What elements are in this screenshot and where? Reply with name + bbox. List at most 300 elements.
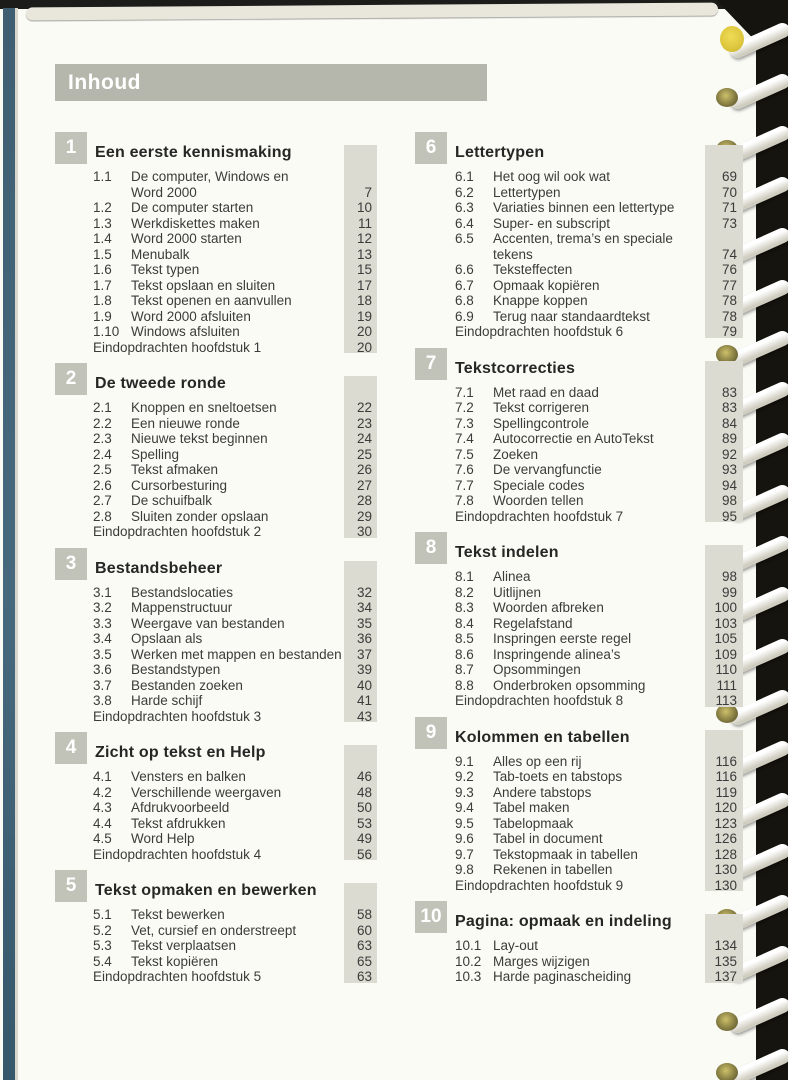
toc-entry (455, 785, 743, 801)
chapter-title: Zicht op tekst en Help (95, 744, 266, 761)
chapter-title: Lettertypen (455, 144, 545, 161)
entry-label: Bestanden zoeken (131, 677, 243, 693)
entry-number: 8.4 (455, 615, 474, 631)
chapter-header (415, 901, 743, 933)
toc-entry (455, 816, 743, 832)
entry-label: Tekst bewerken (131, 907, 225, 922)
entry-number: 9.5 (455, 815, 474, 831)
entry-number: 1.3 (93, 215, 112, 231)
entry-number: 6.5 (455, 231, 474, 246)
entry-number: 4.1 (93, 769, 112, 784)
toc-entry (455, 262, 743, 278)
entry-number: 9.6 (455, 831, 474, 846)
toc-entry (455, 431, 743, 447)
entry-page: 56 (356, 846, 372, 862)
entry-label: Tekst opslaan en sluiten (131, 277, 276, 293)
chapter-number-badge: 8 (415, 532, 447, 564)
entry-label: Windows afsluiten (131, 324, 240, 339)
chapter-title: Kolommen en tabellen (455, 728, 630, 746)
entry-page: 99 (721, 584, 737, 600)
entry-number: 2.6 (93, 477, 112, 493)
toc-entry (93, 262, 377, 278)
toc-entry (455, 462, 743, 478)
entry-page: 36 (356, 631, 372, 646)
entry-label: Uitlijnen (493, 584, 542, 600)
entry-label: Autocorrectie en AutoTekst (493, 431, 654, 446)
toc-entry-list (455, 569, 743, 709)
toc-entry (455, 293, 743, 309)
entry-number: 10.1 (455, 938, 482, 953)
entry-label: Woorden tellen (493, 493, 584, 508)
entry-number: 3.5 (93, 646, 112, 662)
toc-entry (455, 493, 743, 509)
entry-label: Weergave van bestanden (131, 615, 285, 631)
toc-entry (455, 447, 743, 463)
entry-page: 119 (715, 784, 737, 800)
entry-label: Word 2000 afsluiten (131, 308, 251, 324)
entry-page: 35 (356, 615, 372, 631)
toc-entry (93, 831, 377, 847)
entry-number: 2.1 (93, 400, 112, 415)
toc-entry (93, 785, 377, 801)
toc-entry (455, 938, 743, 954)
entry-label: De schuifbalk (131, 493, 213, 508)
chapter-title: Tekstcorrecties (455, 359, 576, 377)
entry-page: 83 (721, 384, 737, 400)
entry-label: De vervangfunctie (493, 462, 602, 477)
entry-label-line: Word 2000 (131, 184, 197, 200)
toc-column-right (415, 132, 743, 993)
toc-entry (455, 231, 743, 262)
entry-page: 13 (356, 246, 372, 262)
toc-entry (455, 200, 743, 216)
chapter-number-badge: 7 (415, 348, 447, 380)
entry-number: 3.2 (93, 600, 112, 615)
toc-entry (93, 954, 377, 970)
toc-entry (455, 647, 743, 663)
toc-entry (93, 647, 377, 663)
toc-entry (455, 278, 743, 294)
entry-number: 9.4 (455, 800, 474, 815)
entry-label: Marges wijzigen (493, 953, 590, 969)
entry-number: 1.8 (93, 293, 112, 308)
entry-number: 5.4 (93, 953, 112, 969)
entry-number: 3.4 (93, 631, 112, 646)
ring-hole (716, 1063, 738, 1080)
chapter-number-badge: 3 (55, 548, 87, 580)
entry-page: 89 (721, 431, 737, 446)
entry-page: 113 (715, 693, 737, 708)
toc-entry (455, 169, 743, 185)
entry-page: 20 (356, 324, 372, 339)
chapter-header (415, 348, 743, 380)
toc-entry (93, 293, 377, 309)
entry-label: Tekst kopiëren (131, 953, 219, 969)
toc-entry (93, 247, 377, 263)
entry-label: Lay-out (493, 938, 539, 953)
entry-number: 8.2 (455, 584, 474, 600)
entry-number: 7.3 (455, 415, 474, 431)
entry-label: Tabelopmaak (493, 815, 574, 831)
chapter-footer (93, 524, 377, 540)
chapter-footer-label: Eindopdrachten hoofdstuk 7 (455, 508, 624, 524)
toc-entry (455, 800, 743, 816)
entry-label: Terug naar standaardtekst (493, 308, 650, 324)
entry-label-line: tekens (493, 246, 533, 262)
chapter-section (415, 901, 743, 985)
ring-tube (728, 72, 788, 112)
entry-label: Speciale codes (493, 477, 585, 493)
entry-number: 5.1 (93, 907, 112, 922)
entry-page: 78 (721, 293, 737, 308)
entry-page: 105 (714, 631, 737, 646)
entry-label: Lettertypen (493, 184, 561, 200)
toc-entry-list (93, 169, 377, 355)
entry-label: Knappe koppen (493, 293, 588, 308)
entry-label: Zoeken (493, 446, 539, 462)
entry-label: Het oog wil ook wat (493, 169, 611, 184)
entry-label: Spelling (131, 446, 180, 462)
left-page-edge (15, 8, 18, 1080)
chapter-title: Bestandsbeheer (95, 559, 223, 577)
entry-label: Tekst afdrukken (131, 815, 226, 831)
entry-number: 6.4 (455, 215, 474, 231)
spiral-ring-icon (712, 1044, 788, 1080)
entry-page: 69 (721, 169, 737, 184)
toc-entry (93, 200, 377, 216)
entry-label: Tekstopmaak in tabellen (493, 846, 638, 862)
entry-number: 8.5 (455, 631, 474, 646)
entry-page: 110 (715, 662, 737, 677)
toc-column-left (55, 132, 377, 993)
toc-entry (455, 585, 743, 601)
entry-page: 128 (714, 846, 737, 862)
entry-number: 7.2 (455, 400, 474, 415)
entry-page: 18 (356, 293, 372, 308)
toc-entry (93, 907, 377, 923)
toc-entry (455, 769, 743, 785)
entry-label: Vet, cursief en onderstreept (131, 922, 297, 938)
toc-entry (93, 631, 377, 647)
entry-page: 60 (356, 922, 372, 938)
entry-number: 9.7 (455, 846, 474, 862)
entry-label: Harde paginascheiding (493, 969, 632, 984)
chapter-footer (455, 509, 743, 525)
chapter-number-badge: 2 (55, 363, 87, 395)
toc-entry (455, 754, 743, 770)
entry-number: 6.3 (455, 200, 474, 215)
toc-entry (455, 954, 743, 970)
toc-entry (455, 631, 743, 647)
page-header (55, 64, 487, 101)
chapter-number-badge: 1 (55, 132, 87, 164)
entry-page: 73 (721, 215, 737, 231)
entry-number: 2.4 (93, 446, 112, 462)
toc-entry (455, 600, 743, 616)
entry-label: Opsommingen (493, 662, 581, 677)
entry-label: Tekst afmaken (131, 462, 219, 477)
spiral-ring-icon (712, 18, 788, 66)
toc-entry (93, 769, 377, 785)
toc-entry (93, 447, 377, 463)
entry-page: 130 (714, 862, 737, 877)
toc-entry (93, 231, 377, 247)
entry-label: Harde schijf (131, 693, 203, 708)
chapter-section (55, 870, 377, 985)
entry-label: Afdrukvoorbeeld (131, 800, 230, 815)
entry-number: 1.2 (93, 200, 112, 215)
entry-number: 3.8 (93, 693, 112, 708)
toc-entry (93, 509, 377, 525)
chapter-header (55, 732, 377, 764)
entry-page: 74 (721, 246, 737, 262)
toc-entry (455, 678, 743, 694)
entry-page: 27 (356, 477, 372, 493)
entry-label: Tekst typen (131, 262, 200, 277)
toc-entry (455, 416, 743, 432)
spiral-ring-icon (712, 993, 788, 1041)
toc-entry (93, 278, 377, 294)
entry-page: 37 (356, 646, 372, 662)
entry-label: Nieuwe tekst beginnen (131, 431, 268, 446)
toc-entry (93, 938, 377, 954)
entry-number: 1.1 (93, 169, 112, 184)
entry-number: 1.6 (93, 262, 112, 277)
entry-page: 130 (714, 877, 737, 893)
chapter-title: Tekst indelen (455, 544, 559, 561)
entry-label: Tab-toets en tabstops (493, 769, 623, 784)
entry-number: 4.5 (93, 831, 112, 846)
chapter-header (55, 548, 377, 580)
entry-page: 34 (356, 600, 372, 615)
entry-page: 41 (356, 693, 372, 708)
toc-entry-list (93, 907, 377, 985)
toc-entry-list (455, 754, 743, 894)
entry-page: 63 (356, 938, 372, 953)
chapter-footer (93, 969, 377, 985)
chapter-footer-label: Eindopdrachten hoofdstuk 4 (93, 846, 262, 862)
entry-label: Teksteffecten (493, 262, 573, 277)
entry-number: 3.3 (93, 615, 112, 631)
entry-page: 20 (356, 339, 372, 355)
chapter-footer-label: Eindopdrachten hoofdstuk 9 (455, 877, 624, 893)
chapter-footer-label: Eindopdrachten hoofdstuk 8 (455, 693, 624, 708)
entry-page: 25 (356, 446, 372, 462)
entry-label: Spellingcontrole (493, 415, 590, 431)
entry-page: 116 (715, 769, 737, 784)
toc-entry (93, 478, 377, 494)
toc-entry (455, 847, 743, 863)
entry-page: 63 (356, 969, 372, 984)
entry-number: 2.5 (93, 462, 112, 477)
entry-number: 9.2 (455, 769, 474, 784)
toc-entry (455, 385, 743, 401)
entry-number: 6.7 (455, 277, 474, 293)
toc-entry (93, 585, 377, 601)
chapter-footer-label: Eindopdrachten hoofdstuk 6 (455, 324, 624, 339)
entry-page: 23 (356, 415, 372, 431)
entry-label: Inspringende alinea’s (493, 646, 621, 662)
toc-entry (93, 662, 377, 678)
entry-number: 7.7 (455, 477, 474, 493)
entry-number: 8.7 (455, 662, 474, 677)
entry-page: 94 (721, 477, 737, 493)
spiral-ring-icon (712, 69, 788, 117)
entry-page: 98 (721, 569, 737, 584)
entry-number: 5.3 (93, 938, 112, 953)
entry-label: Alles op een rij (493, 753, 582, 769)
toc-entry (93, 800, 377, 816)
entry-page: 77 (721, 277, 737, 293)
entry-label (131, 169, 344, 200)
entry-label: De computer starten (131, 200, 254, 215)
entry-page: 95 (721, 508, 737, 524)
entry-label: Sluiten zonder opslaan (131, 508, 269, 524)
entry-label: Word Help (131, 831, 195, 846)
entry-number: 9.3 (455, 784, 474, 800)
chapter-title: Tekst opmaken en bewerken (95, 882, 317, 899)
chapter-section (55, 548, 377, 725)
entry-number: 7.1 (455, 384, 474, 400)
entry-number: 7.6 (455, 462, 474, 477)
toc-entry (93, 324, 377, 340)
toc-entry-list (93, 585, 377, 725)
entry-number: 5.2 (93, 922, 112, 938)
entry-label: Met raad en daad (493, 384, 599, 400)
chapter-title: De tweede ronde (95, 375, 227, 392)
entry-number: 8.1 (455, 569, 474, 584)
entry-label-line: De computer, Windows en (131, 169, 289, 184)
toc-entry-list (455, 169, 743, 340)
entry-label: Tekst corrigeren (493, 400, 590, 415)
chapter-number-badge: 10 (415, 901, 447, 933)
entry-number: 1.4 (93, 231, 112, 246)
entry-label: Regelafstand (493, 615, 573, 631)
entry-page: 84 (721, 415, 737, 431)
chapter-section (55, 732, 377, 862)
entry-label: Werkdiskettes maken (131, 215, 260, 231)
toc-entry (93, 431, 377, 447)
entry-number: 7.8 (455, 493, 474, 508)
toc-entry (93, 493, 377, 509)
chapter-title: Een eerste kennismaking (95, 144, 292, 161)
entry-label: Andere tabstops (493, 784, 592, 800)
entry-page: 22 (356, 400, 372, 415)
entry-number: 6.8 (455, 293, 474, 308)
entry-label: Een nieuwe ronde (131, 415, 240, 431)
entry-page: 83 (721, 400, 737, 415)
entry-label: Tekst openen en aanvullen (131, 293, 292, 308)
entry-page: 103 (714, 615, 737, 631)
entry-number: 4.2 (93, 784, 112, 800)
entry-label: Vensters en balken (131, 769, 246, 784)
entry-page: 12 (356, 231, 372, 246)
toc-entry (455, 969, 743, 985)
chapter-header (415, 717, 743, 749)
toc-entry (93, 678, 377, 694)
chapter-header (55, 363, 377, 395)
entry-page: 53 (356, 815, 372, 831)
entry-page: 137 (714, 969, 737, 984)
entry-page: 15 (356, 262, 372, 277)
entry-page: 30 (356, 524, 372, 539)
entry-label: Werken met mappen en bestanden (131, 646, 342, 662)
chapter-section (415, 132, 743, 340)
toc-entry (455, 862, 743, 878)
entry-number: 2.8 (93, 508, 112, 524)
entry-label: Mappenstructuur (131, 600, 233, 615)
chapter-number-badge: 6 (415, 132, 447, 164)
entry-label: Knoppen en sneltoetsen (131, 400, 277, 415)
toc-entry (93, 169, 377, 200)
toc-entry (93, 693, 377, 709)
entry-page: 70 (721, 184, 737, 200)
chapter-section (55, 363, 377, 540)
entry-number: 4.3 (93, 800, 112, 815)
toc-entry (455, 831, 743, 847)
entry-page: 79 (721, 324, 737, 339)
entry-number: 4.4 (93, 815, 112, 831)
chapter-number-badge: 5 (55, 870, 87, 902)
entry-number: 8.6 (455, 646, 474, 662)
entry-number: 3.1 (93, 584, 112, 600)
entry-page: 123 (714, 815, 737, 831)
entry-label: Verschillende weergaven (131, 784, 282, 800)
entry-page: 135 (714, 953, 737, 969)
entry-page: 26 (356, 462, 372, 477)
toc-entry (455, 662, 743, 678)
entry-page: 109 (714, 646, 737, 662)
entry-number: 1.9 (93, 308, 112, 324)
entry-number: 10.3 (455, 969, 482, 984)
toc-entry (93, 309, 377, 325)
toc-entry-list (455, 938, 743, 985)
toc-entry-list (93, 400, 377, 540)
entry-label: Woorden afbreken (493, 600, 604, 615)
entry-page: 98 (721, 493, 737, 508)
entry-number: 2.7 (93, 493, 112, 508)
toc-entry (93, 816, 377, 832)
entry-page: 32 (356, 584, 372, 600)
entry-label: Super- en subscript (493, 215, 611, 231)
chapter-section (415, 532, 743, 709)
chapter-footer-label: Eindopdrachten hoofdstuk 2 (93, 524, 262, 539)
toc-entry (455, 400, 743, 416)
entry-label: Tabel maken (493, 800, 570, 815)
entry-number: 6.1 (455, 169, 474, 184)
entry-page: 40 (356, 677, 372, 693)
ring-tube (728, 995, 788, 1035)
entry-label: Bestandstypen (131, 662, 221, 677)
entry-page: 29 (356, 508, 372, 524)
entry-label: Bestandslocaties (131, 584, 234, 600)
entry-label: Word 2000 starten (131, 231, 242, 246)
entry-page: 116 (715, 753, 737, 769)
entry-number: 1.10 (93, 324, 120, 339)
chapter-footer-label: Eindopdrachten hoofdstuk 5 (93, 969, 262, 984)
chapter-footer-label: Eindopdrachten hoofdstuk 1 (93, 339, 262, 355)
toc-entry (455, 185, 743, 201)
entry-label: Onderbroken opsomming (493, 677, 646, 693)
entry-page: 46 (356, 769, 372, 784)
entry-label: Cursorbesturing (131, 477, 228, 493)
toc-entry (93, 616, 377, 632)
entry-label-line: Accenten, trema’s en speciale (493, 231, 673, 246)
entry-number: 10.2 (455, 953, 482, 969)
toc-entry-list (93, 769, 377, 862)
toc-entry-list (455, 385, 743, 525)
entry-page: 50 (356, 800, 372, 815)
